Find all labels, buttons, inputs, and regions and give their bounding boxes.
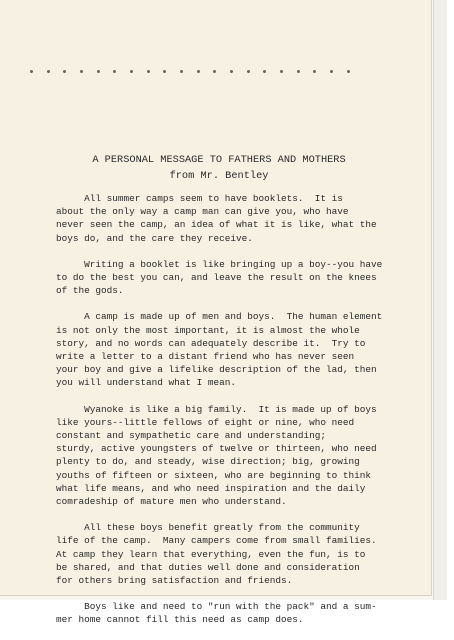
divider-dot (47, 70, 50, 73)
divider-dot (197, 70, 200, 73)
divider-dot (247, 70, 250, 73)
backing-sheet-edge (433, 0, 447, 600)
paragraph: Boys like and need to "run with the pack" and a sum- mer home cannot fill this need as camp does. (56, 601, 377, 626)
letter-body (56, 192, 383, 640)
paragraph: All these boys benefit greatly from the community life of the camp. Many campers come from small families. At camp they learn that everything, even the fun, is to be shared, and that duties well done and consideration for others bring satisfaction and friends. (56, 522, 377, 587)
divider-dot (113, 70, 116, 73)
divider-dot (63, 70, 66, 73)
dot-divider (30, 70, 350, 73)
heading-byline: from Mr. Bentley (169, 170, 269, 182)
divider-dot (297, 70, 300, 73)
divider-dot (347, 70, 350, 73)
paragraph: A camp is made up of men and boys. The human element is not only the most important, it is almost the whole story, and no words can adequately describe it. Try to write a letter to a distant friend who has never seen your boy and give a lifelike description of the lad, then you will understand what I mean. (56, 311, 383, 389)
divider-dot (313, 70, 316, 73)
paragraph: Wyanoke is like a big family. It is made up of boys like yours--little fellows of eight or nine, who need constant and sympathetic care and understanding; sturdy, active youngsters of twelve or thirteen, who need plenty to do, and steady, wise direction; big, growing youths of fifteen or sixteen, who are beginning to think what life means, and who need inspiration and the daily comradeship of mature men who understand. (56, 403, 377, 508)
divider-dot (147, 70, 150, 73)
divider-dot (230, 70, 233, 73)
divider-dot (280, 70, 283, 73)
paragraph: Writing a booklet is like bringing up a boy--you have to do the best you can, and leave the result on the knees of the gods. (56, 258, 383, 297)
letter-heading (0, 152, 438, 184)
divider-dot (163, 70, 166, 73)
paragraph: All summer camps seem to have booklets. It is about the only way a camp man can give you, who have never seen the camp, an idea of what it is like, what the boys do, and the care they receive. (56, 193, 377, 244)
divider-dot (330, 70, 333, 73)
divider-dot (130, 70, 133, 73)
divider-dot (213, 70, 216, 73)
divider-dot (180, 70, 183, 73)
divider-dot (30, 70, 33, 73)
divider-dot (97, 70, 100, 73)
heading-title: A PERSONAL MESSAGE TO FATHERS AND MOTHERS (92, 154, 346, 166)
divider-dot (80, 70, 83, 73)
divider-dot (263, 70, 266, 73)
